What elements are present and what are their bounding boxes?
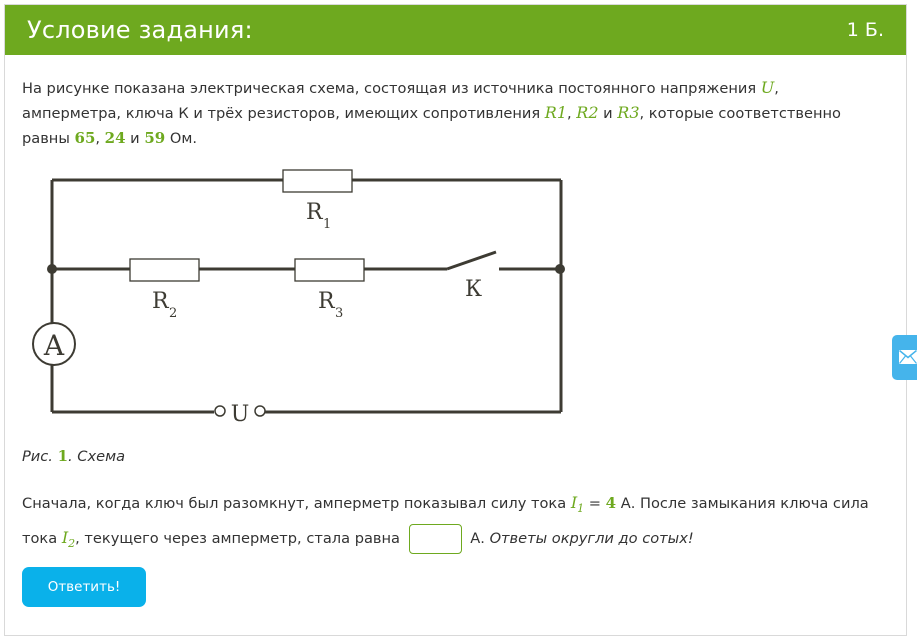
value-r3: 59 <box>144 129 166 147</box>
r3-subscript: 3 <box>335 306 344 321</box>
resistor-r2 <box>130 259 199 281</box>
var-r3: R3 <box>617 103 640 122</box>
junction-left <box>47 264 57 274</box>
question-part: Сначала, когда ключ был разомкнут, амперметр показывал силу тока <box>22 495 571 512</box>
question-part: = <box>584 495 606 512</box>
problem-text: , <box>567 105 577 122</box>
question-part: А. <box>465 530 490 547</box>
task-title: Условие задания: <box>27 16 253 44</box>
problem-text: , амперметра, ключа К и трёх резисторов, имеющих сопротивления <box>22 80 779 122</box>
feedback-tab[interactable] <box>892 335 917 380</box>
question-part: , текущего через амперметр, стала равна <box>75 530 405 547</box>
rounding-note: Ответы округли до сотых! <box>489 530 694 547</box>
problem-text: , <box>95 130 105 147</box>
r2-subscript: 2 <box>169 306 178 321</box>
answer-input[interactable] <box>409 524 462 554</box>
caption-suffix: . Схема <box>68 448 126 465</box>
question-part: А. После замыкания ключа сила тока <box>22 495 869 547</box>
r2-label: R <box>152 289 169 314</box>
ammeter-label: A <box>43 329 65 362</box>
var-i2-subscript: 2 <box>68 537 76 550</box>
task-header <box>5 5 906 55</box>
key-label: К <box>465 277 483 302</box>
caption-number: 1 <box>57 447 69 465</box>
value-r2: 24 <box>104 129 126 147</box>
circuit-diagram <box>22 166 582 436</box>
value-r1: 65 <box>74 129 96 147</box>
submit-button[interactable]: Ответить! <box>22 567 146 607</box>
figure-caption <box>22 447 125 465</box>
var-u: U <box>760 78 775 97</box>
problem-statement <box>22 76 872 151</box>
r1-subscript: 1 <box>323 217 332 232</box>
switch-blade <box>447 252 496 269</box>
problem-text: и <box>125 130 145 147</box>
source-terminal-left <box>215 406 225 416</box>
var-i1: I <box>570 493 578 512</box>
source-terminal-right <box>255 406 265 416</box>
question-text <box>22 488 882 558</box>
source-label: U <box>230 402 250 427</box>
resistor-r1 <box>283 170 352 192</box>
problem-text: На рисунке показана электрическая схема, состоящая из источника постоянного напряжения <box>22 80 761 97</box>
value-i1: 4 <box>605 494 617 512</box>
var-r1: R1 <box>544 103 568 122</box>
junction-right <box>555 264 565 274</box>
envelope-icon <box>899 350 917 364</box>
var-i2: I <box>61 528 69 547</box>
problem-text: Ом. <box>165 130 197 147</box>
caption-prefix: Рис. <box>22 448 58 465</box>
problem-text: , которые соответственно равны <box>22 105 841 147</box>
task-points: 1 Б. <box>846 19 884 41</box>
problem-text: и <box>598 105 618 122</box>
var-r2: R2 <box>576 103 599 122</box>
var-i1-subscript: 1 <box>577 502 585 515</box>
resistor-r3 <box>295 259 364 281</box>
r3-label: R <box>318 289 335 314</box>
r1-label: R <box>306 200 323 225</box>
